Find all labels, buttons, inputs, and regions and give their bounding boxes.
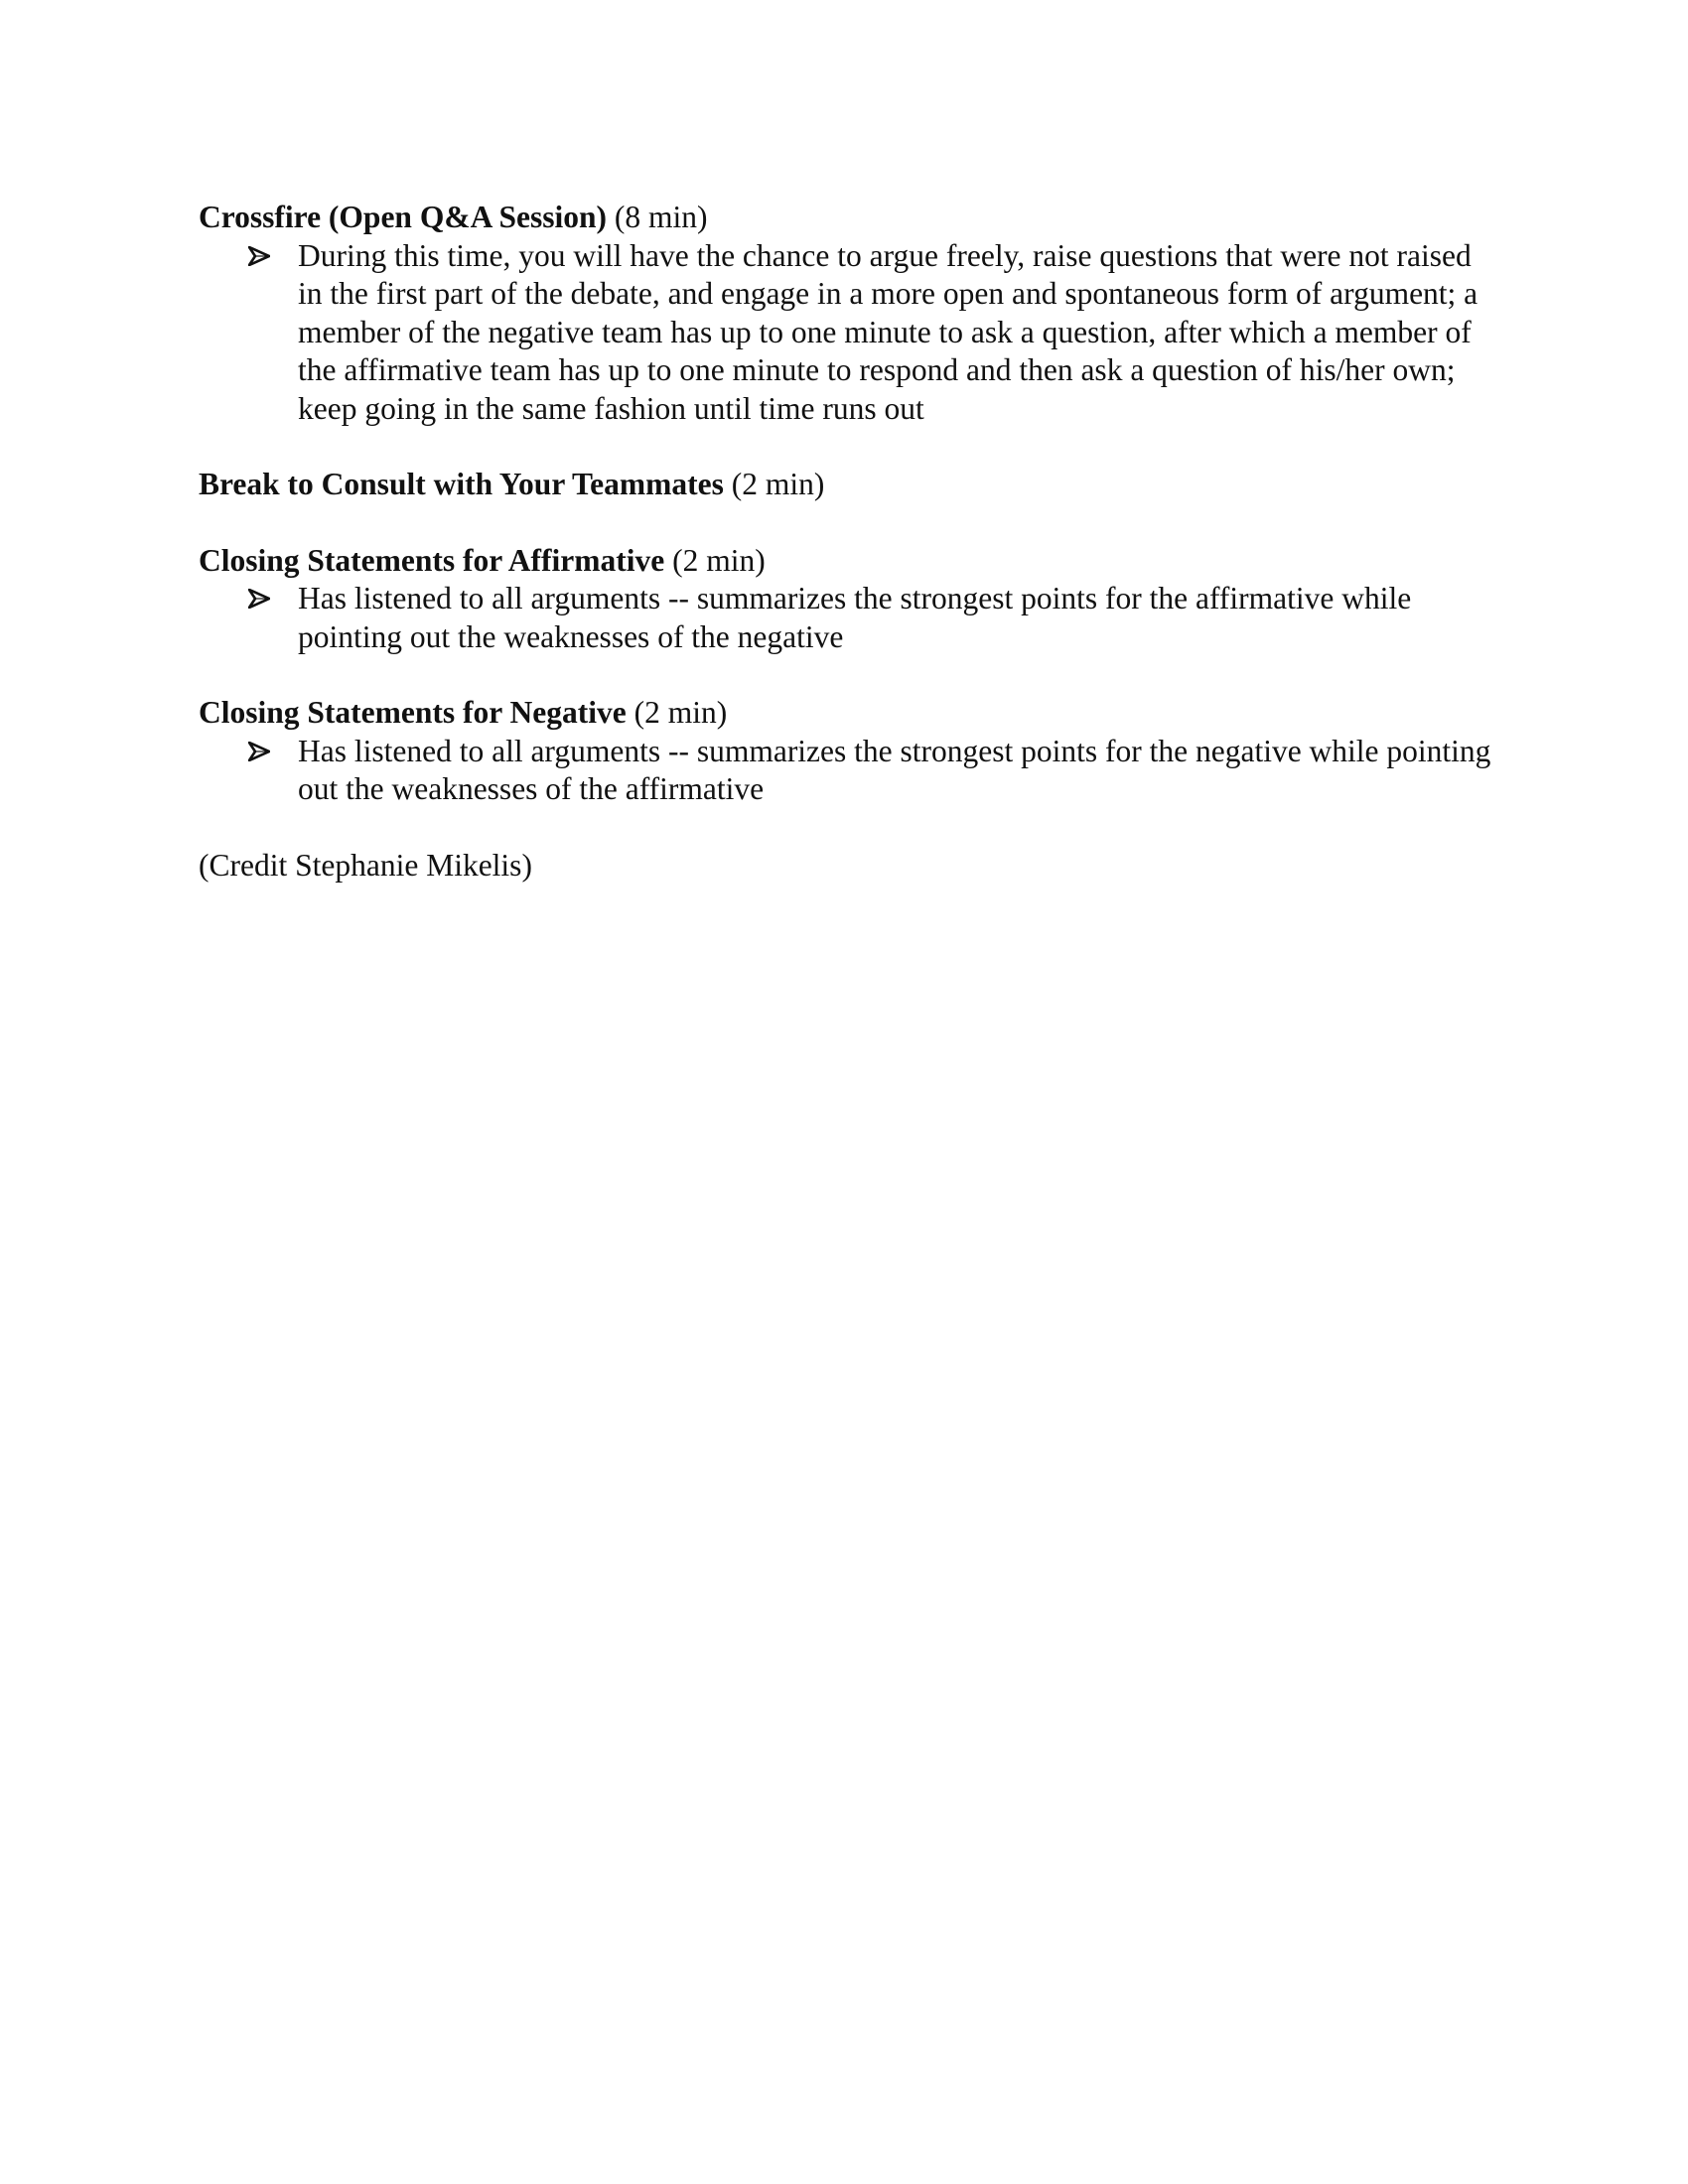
section-heading-title: Crossfire (Open Q&A Session) bbox=[199, 200, 607, 234]
bullet-item bbox=[199, 580, 1499, 656]
bullet-text: Has listened to all arguments -- summarizes the strongest points for the affirmative while pointing out the weaknesses of the negative bbox=[298, 581, 1412, 654]
section-heading-time: (2 min) bbox=[723, 467, 825, 501]
section-heading bbox=[199, 542, 1499, 581]
section-crossfire bbox=[199, 199, 1499, 428]
section-heading-time: (2 min) bbox=[626, 695, 728, 730]
credit-line: (Credit Stephanie Mikelis) bbox=[199, 847, 532, 883]
section-closing-negative bbox=[199, 694, 1499, 809]
arrowhead-bullet-icon bbox=[248, 237, 278, 275]
section-heading-title: Break to Consult with Your Teammates bbox=[199, 467, 724, 501]
bullet-item bbox=[199, 733, 1499, 809]
section-heading-title: Closing Statements for Negative bbox=[199, 695, 627, 730]
section-heading bbox=[199, 694, 1499, 733]
section-heading-time: (8 min) bbox=[606, 200, 708, 234]
arrowhead-bullet-icon bbox=[248, 733, 278, 770]
arrowhead-bullet-icon bbox=[248, 580, 278, 617]
bullet-text: Has listened to all arguments -- summarizes the strongest points for the negative while pointing out the weaknesses of the affirmative bbox=[298, 733, 1491, 806]
section-heading bbox=[199, 199, 1499, 237]
section-closing-affirmative bbox=[199, 542, 1499, 657]
section-heading-title: Closing Statements for Affirmative bbox=[199, 542, 665, 578]
section-heading bbox=[199, 466, 1499, 504]
bullet-text: During this time, you will have the chance to argue freely, raise questions that were not raised in the first part of the debate, and engage in a more open and spontaneous form of argument; a member of the negative team has up to one minute to ask a question, after which a member of the affirmative team has up to one minute to respond and then ask a question of his/her own; keep going in the same fashion until time runs out bbox=[298, 237, 1478, 426]
bullet-item bbox=[199, 237, 1499, 429]
section-heading-time: (2 min) bbox=[664, 542, 766, 578]
document-content bbox=[199, 199, 1499, 885]
section-break bbox=[199, 466, 1499, 504]
